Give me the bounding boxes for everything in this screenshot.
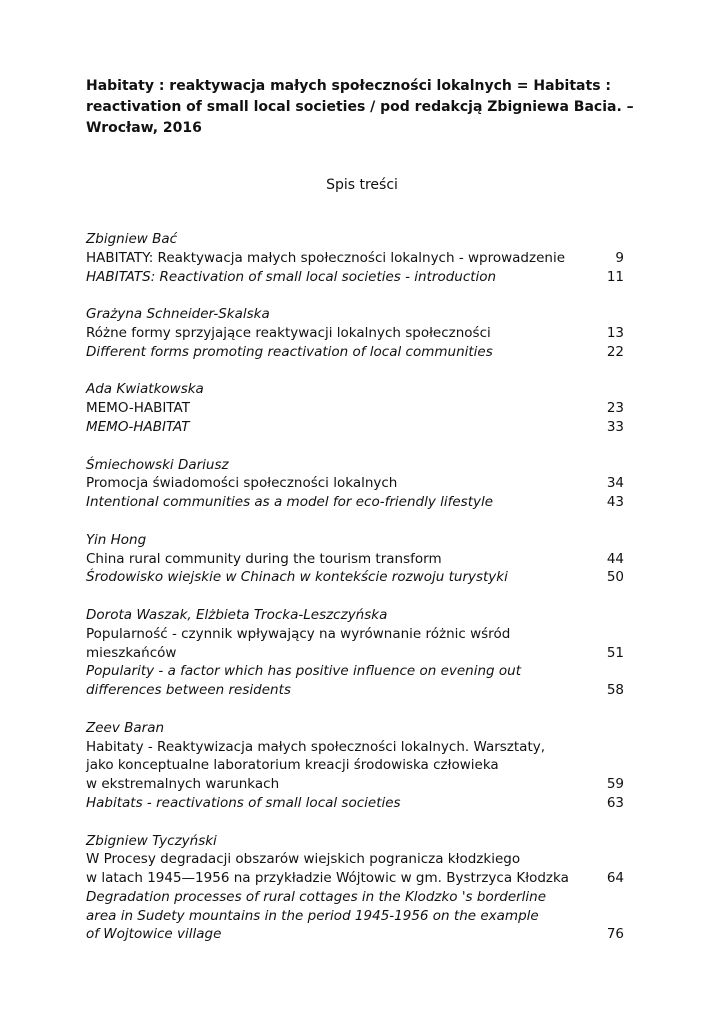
document-header bbox=[86, 76, 646, 139]
toc-entry bbox=[86, 606, 624, 700]
entry-title: w ekstremalnych warunkach bbox=[86, 776, 280, 793]
entry-line bbox=[86, 625, 624, 644]
entry-author: Ada Kwiatkowska bbox=[86, 381, 204, 398]
entry-title: Degradation processes of rural cottages in the Klodzko 's borderline bbox=[86, 888, 547, 905]
page-number: 44 bbox=[606, 550, 624, 567]
page-number: 50 bbox=[606, 569, 624, 586]
entry-line bbox=[86, 888, 624, 907]
entry-title: W Procesy degradacji obszarów wiejskich pogranicza kłodzkiego bbox=[86, 851, 521, 868]
entry-line bbox=[86, 568, 624, 587]
page-number: 33 bbox=[606, 418, 624, 435]
entry-title: Habitats - reactivations of small local societies bbox=[86, 794, 401, 811]
entry-title: HABITATS: Reactivation of small local societies - introduction bbox=[86, 268, 497, 285]
header-line-3: Wrocław, 2016 bbox=[86, 120, 202, 136]
entry-title: Popularity - a factor which has positive influence on evening out bbox=[86, 663, 522, 680]
page-number: 58 bbox=[606, 682, 624, 699]
entry-line bbox=[86, 681, 624, 700]
entry-line bbox=[86, 474, 624, 493]
page-number: 64 bbox=[606, 870, 624, 887]
page-number: 11 bbox=[606, 268, 624, 285]
entry-author: Zbigniew Tyczyński bbox=[86, 832, 217, 849]
entry-line bbox=[86, 418, 624, 437]
page-number: 23 bbox=[606, 400, 624, 417]
entry-line bbox=[86, 343, 624, 362]
entry-title: MEMO-HABITAT bbox=[86, 400, 190, 417]
entry-title: Środowisko wiejskie w Chinach w kontekście rozwoju turystyki bbox=[86, 569, 508, 586]
page-number: 34 bbox=[606, 475, 624, 492]
entry-line bbox=[86, 850, 624, 869]
entry-title: MEMO-HABITAT bbox=[86, 418, 190, 435]
entry-title: of Wojtowice village bbox=[86, 926, 222, 943]
entry-author: Śmiechowski Dariusz bbox=[86, 456, 229, 473]
page-number: 59 bbox=[606, 776, 624, 793]
entry-line bbox=[86, 738, 624, 757]
entry-line bbox=[86, 268, 624, 287]
entry-line bbox=[86, 907, 624, 926]
entry-author: Dorota Waszak, Elżbieta Trocka-Leszczyńska bbox=[86, 606, 388, 623]
entry-title: differences between residents bbox=[86, 682, 291, 699]
page-number: 76 bbox=[606, 926, 624, 943]
toc-entry bbox=[86, 531, 624, 587]
entry-author: Zbigniew Bać bbox=[86, 231, 178, 247]
header-line-2: reactivation of small local societies / pod redakcją Zbigniewa Bacia. – bbox=[86, 99, 634, 115]
entry-line bbox=[86, 756, 624, 775]
toc-entry bbox=[86, 380, 624, 436]
entry-title: HABITATY: Reaktywacja małych społeczności lokalnych - wprowadzenie bbox=[86, 249, 566, 266]
entry-line bbox=[86, 399, 624, 418]
entry-title: w latach 1945—1956 na przykładzie Wójtowic w gm. Bystrzyca Kłodzka bbox=[86, 870, 569, 887]
toc-entry bbox=[86, 456, 624, 512]
entry-title: Intentional communities as a model for eco-friendly lifestyle bbox=[86, 494, 494, 511]
toc-entry bbox=[86, 230, 624, 286]
entry-line bbox=[86, 550, 624, 569]
page-number: 51 bbox=[606, 644, 624, 661]
entry-line bbox=[86, 662, 624, 681]
entry-title: Promocja świadomości społeczności lokalnych bbox=[86, 475, 398, 492]
entry-line bbox=[86, 775, 624, 794]
page-number: 13 bbox=[606, 324, 624, 341]
table-of-contents bbox=[86, 230, 624, 963]
page-number: 63 bbox=[606, 794, 624, 811]
toc-entry bbox=[86, 305, 624, 361]
page-number: 9 bbox=[615, 249, 624, 266]
entry-line bbox=[86, 869, 624, 888]
entry-title: area in Sudety mountains in the period 1945-1956 on the example bbox=[86, 907, 539, 924]
toc-entry bbox=[86, 832, 624, 945]
entry-title: China rural community during the tourism transform bbox=[86, 550, 442, 567]
entry-title: Różne formy sprzyjające reaktywacji lokalnych społeczności bbox=[86, 324, 491, 341]
entry-author: Zeev Baran bbox=[86, 719, 165, 736]
entry-author: Grażyna Schneider-Skalska bbox=[86, 306, 270, 323]
entry-title: mieszkańców bbox=[86, 644, 177, 661]
entry-author: Yin Hong bbox=[86, 531, 147, 548]
entry-line bbox=[86, 794, 624, 813]
toc-entry bbox=[86, 719, 624, 813]
entry-title: jako konceptualne laboratorium kreacji środowiska człowieka bbox=[86, 757, 499, 774]
entry-line bbox=[86, 644, 624, 663]
entry-title: Habitaty - Reaktywizacja małych społeczności lokalnych. Warsztaty, bbox=[86, 738, 546, 755]
entry-title: Different forms promoting reactivation of local communities bbox=[86, 343, 493, 360]
toc-title: Spis treści bbox=[326, 177, 398, 193]
entry-line bbox=[86, 493, 624, 512]
entry-title: Popularność - czynnik wpływający na wyrównanie różnic wśród bbox=[86, 625, 511, 642]
page-number: 43 bbox=[606, 494, 624, 511]
entry-line bbox=[86, 249, 624, 268]
entry-line bbox=[86, 925, 624, 944]
entry-line bbox=[86, 324, 624, 343]
header-line-1: Habitaty : reaktywacja małych społeczności lokalnych = Habitats : bbox=[86, 78, 611, 94]
page-number: 22 bbox=[606, 343, 624, 360]
